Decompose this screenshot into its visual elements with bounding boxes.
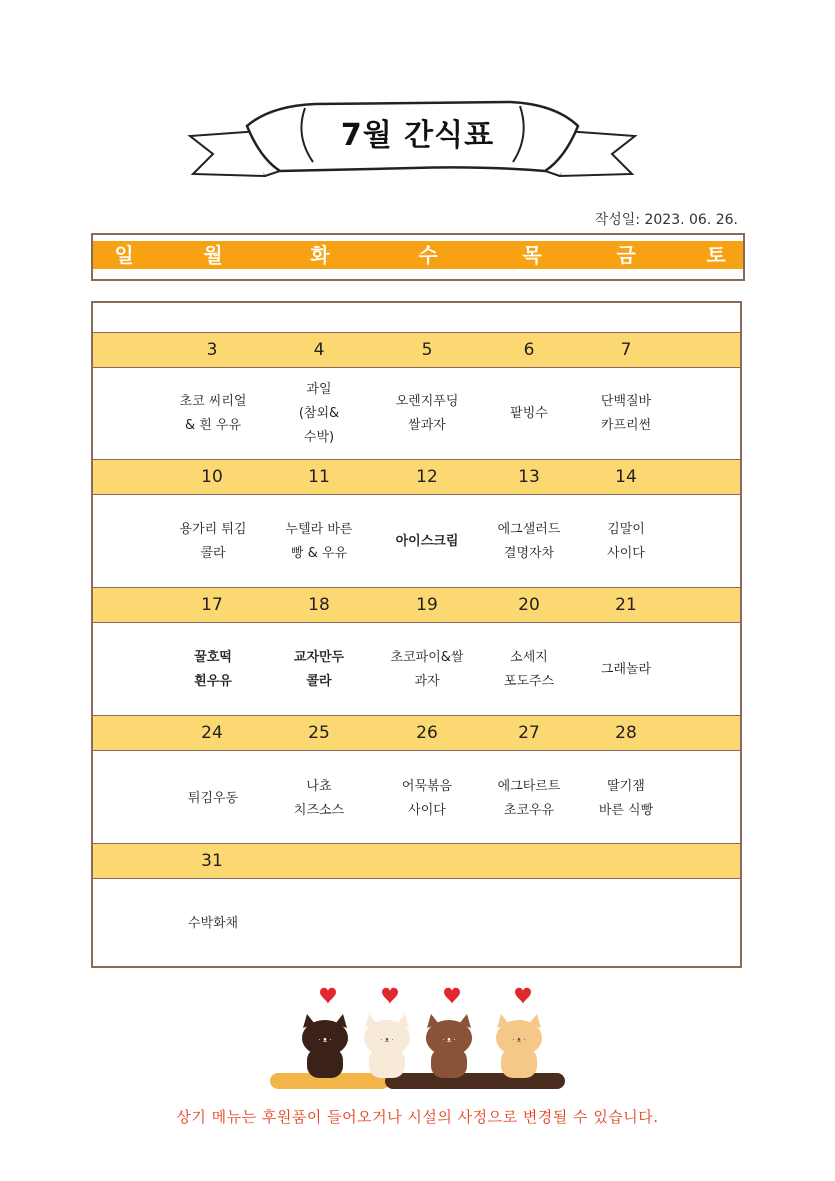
menu-17: 꿀호떡 흰우유	[194, 650, 232, 689]
date-20: 20	[518, 595, 540, 615]
weekday-tue: 화	[310, 243, 330, 267]
date-28: 28	[615, 723, 637, 743]
date-4: 4	[313, 340, 325, 360]
menu-11: 누텔라 바른 빵 & 우유	[285, 522, 353, 561]
date-11: 11	[308, 467, 330, 487]
date-25: 25	[308, 723, 330, 743]
week-4-date-row	[93, 715, 740, 751]
date-17: 17	[201, 595, 223, 615]
date-21: 21	[615, 595, 637, 615]
menu-5: 오렌지푸딩 쌀과자	[395, 394, 459, 433]
date-24: 24	[201, 723, 223, 743]
week-3-date-row	[93, 587, 740, 623]
date-19: 19	[416, 595, 438, 615]
week-2-date-row	[93, 459, 740, 495]
date-5: 5	[421, 340, 433, 360]
menu-14: 김말이 사이다	[607, 522, 645, 561]
menu-7: 단백질바 카프리썬	[600, 394, 652, 433]
date-31: 31	[201, 851, 223, 871]
created-date: 작성일: 2023. 06. 26.	[594, 212, 738, 228]
heart-icon	[320, 988, 531, 1004]
snack-calendar	[91, 301, 742, 968]
week-5-date-row	[93, 843, 740, 879]
menu-10: 용가리 튀김 콜라	[179, 522, 247, 561]
date-12: 12	[416, 467, 438, 487]
cat-cream	[364, 1014, 410, 1078]
menu-18: 교자만두 콜라	[293, 650, 345, 689]
date-6: 6	[523, 340, 535, 360]
cat-orange	[496, 1014, 542, 1078]
four-cats-with-hearts	[265, 980, 570, 1100]
date-18: 18	[308, 595, 330, 615]
date-26: 26	[416, 723, 438, 743]
weekday-header	[91, 233, 745, 281]
menu-13: 에그샐러드 결명자차	[497, 522, 561, 561]
date-7: 7	[620, 340, 632, 360]
date-3: 3	[206, 340, 218, 360]
weekday-mon: 월	[203, 243, 223, 267]
menu-28: 딸기잼 바른 식빵	[598, 779, 654, 818]
menu-19: 초코파이&쌀 과자	[390, 650, 464, 689]
date-13: 13	[518, 467, 540, 487]
svg-text:· ᴥ ·: · ᴥ ·	[512, 1036, 526, 1044]
change-notice: 상기 메뉴는 후원품이 들어오거나 시설의 사정으로 변경될 수 있습니다.	[176, 1108, 659, 1126]
menu-12: 아이스크림	[395, 534, 459, 549]
svg-text:· ᴥ ·: · ᴥ ·	[380, 1036, 394, 1044]
menu-27: 에그타르트 초코우유	[497, 779, 561, 818]
cat-brown	[426, 1014, 472, 1078]
menu-31: 수박화채	[187, 916, 239, 931]
page-title: 7월 간식표	[340, 118, 495, 153]
weekday-sun: 일	[114, 243, 134, 267]
menu-25: 나쵸 치즈소스	[293, 779, 345, 818]
weekday-fri: 금	[616, 243, 636, 267]
menu-21: 그래놀라	[600, 662, 652, 677]
weekday-thu: 목	[522, 243, 542, 267]
menu-24: 튀김우동	[187, 791, 239, 806]
menu-4: 과일 (참외& 수박)	[298, 382, 340, 445]
weekday-sat: 토	[706, 243, 726, 267]
menu-6: 팥빙수	[510, 406, 548, 421]
week-1-date-row	[93, 332, 740, 368]
menu-3: 초코 씨리얼 & 흰 우유	[179, 394, 247, 433]
svg-text:· ᴥ ·: · ᴥ ·	[442, 1036, 456, 1044]
menu-20: 소세지 포도주스	[503, 650, 555, 689]
date-27: 27	[518, 723, 540, 743]
date-10: 10	[201, 467, 223, 487]
cat-dark	[302, 1014, 348, 1078]
weekday-wed: 수	[418, 243, 438, 267]
svg-text:· ᴥ ·: · ᴥ ·	[318, 1036, 332, 1044]
menu-26: 어묵볶음 사이다	[401, 779, 453, 818]
date-14: 14	[615, 467, 637, 487]
